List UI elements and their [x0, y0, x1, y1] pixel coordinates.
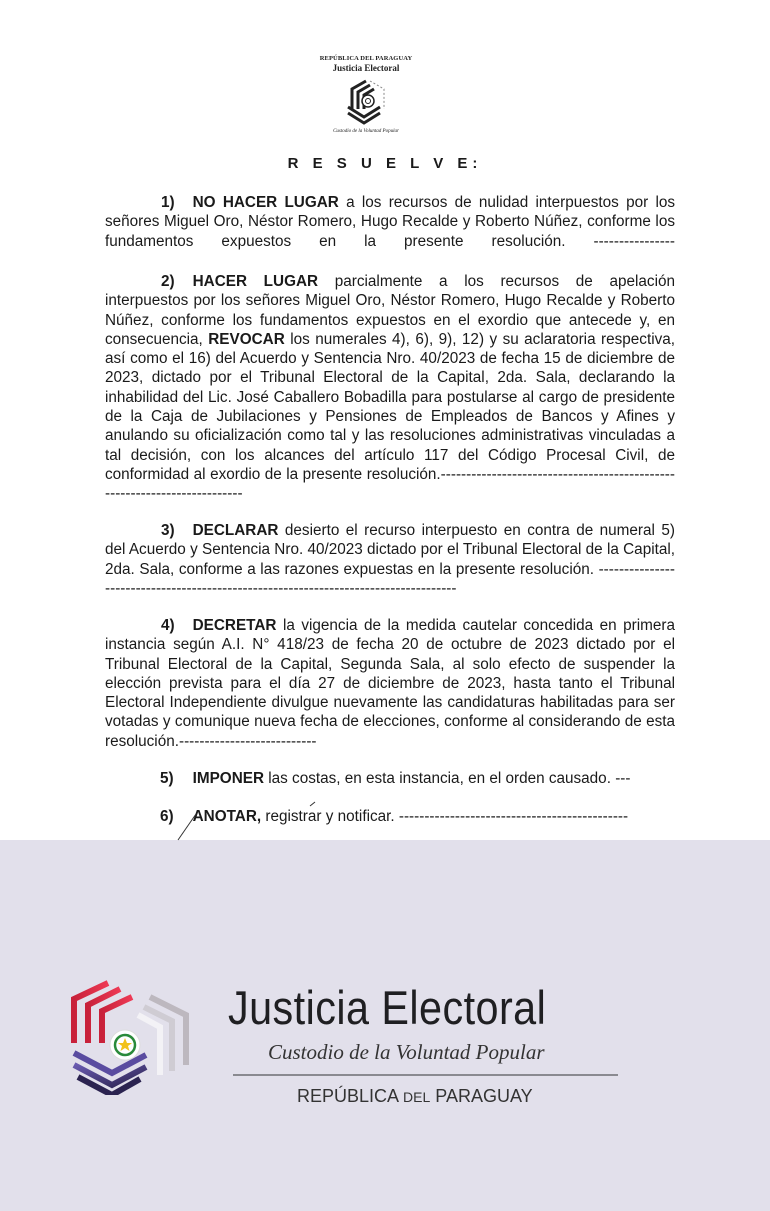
item-keyword-revocar: REVOCAR — [208, 330, 285, 348]
item-text: parcialmente a los recursos de apelación interpuestos por los señores Miguel Oro, Néstor Romero, Hugo Recalde y Roberto Núñez, conforme los fundamentos expuestos en el exordio que antecede y, en consecuencia, — [105, 273, 675, 348]
footer-country — [297, 1086, 533, 1107]
item-number: 3) — [161, 522, 175, 539]
justicia-electoral-emblem-icon — [336, 75, 396, 127]
item-text: las costas, en esta instancia, en el orden causado. --- — [264, 770, 631, 787]
footer-country-part: REPÚBLICA — [297, 1086, 404, 1106]
item-keyword: DECRETAR — [192, 617, 277, 634]
item-keyword: IMPONER — [192, 770, 264, 787]
item-keyword: NO HACER LUGAR — [192, 194, 339, 211]
item-number: 6) — [160, 808, 174, 825]
footer-country-part: DEL — [403, 1089, 431, 1105]
header-motto: Custodio de la Voluntad Popular — [333, 129, 399, 134]
footer-subtitle: Custodio de la Voluntad Popular — [268, 1040, 545, 1064]
item-keyword: HACER LUGAR — [192, 273, 319, 290]
document-header-logo — [316, 55, 416, 134]
item-number: 1) — [161, 194, 175, 211]
resolution-heading: R E S U E L V E: — [287, 155, 483, 172]
justicia-electoral-color-emblem-icon — [68, 975, 208, 1095]
item-text: desierto el recurso interpuesto en contra de numeral 5) del Acuerdo y Sentencia Nro. 40/2023 dictado por el Tribunal Electoral de la Capital, 2da. Sala, conforme a las razones expuestas en la presente resolución. ------------------------------------------------------------------------------------ — [105, 522, 675, 597]
item-number: 4) — [161, 617, 175, 634]
item-keyword: DECLARAR — [192, 522, 279, 539]
item-keyword: ANOTAR, — [192, 808, 262, 825]
item-text: los numerales 4), 6), 9), 12) y su aclaratoria respectiva, así como el 16) del Acuerdo y Sentencia Nro. 40/2023 de fecha 15 de diciembre de 2023, dictado por el Tribunal Electoral de la Capital, 2da. Sala, declarando la inhabilidad del Lic. José Caballero Bobadilla para postularse al cargo de presidente de la Caja de Jubilaciones y Pensiones de Empleados de Bancos y Afines y anulando su oficialización como tal y las resoluciones administrativas vinculadas a tal decisión, con los alcances del artículo 117 del Código Procesal Civil, de conformidad al exordio de la presente resolución.------------------------------------------------------------------------- — [105, 330, 675, 503]
resolution-item-5 — [105, 769, 675, 788]
item-text: a los recursos de nulidad interpuestos por los señores Miguel Oro, Néstor Romero, Hugo Recalde y Roberto Núñez, conforme los fundamentos expuestos en la presente resolución. ---------------- — [105, 194, 675, 250]
footer-divider — [233, 1074, 618, 1076]
item-text: la vigencia de la medida cautelar concedida en primera instancia según A.I. N° 418/23 de fecha 20 de octubre de 2023 dictado por el Tribunal Electoral de la Capital, Segunda Sala, al solo efecto de suspender la elección prevista para el día 27 de diciembre de 2023, hasta tanto el Tribunal Electoral Independiente divulgue nuevamente las candidaturas habilitadas para ser votadas y comunique nueva fecha de elecciones, conforme al considerando de esta resolución.--------------------------- — [105, 617, 675, 750]
item-number: 5) — [160, 770, 174, 787]
resolution-item-2 — [105, 272, 675, 504]
header-institution: Justicia Electoral — [332, 63, 400, 73]
header-country: REPÚBLICA DEL PARAGUAY — [319, 55, 413, 62]
footer-title: Justicia Electoral — [228, 981, 547, 1034]
footer-country-part: PARAGUAY — [430, 1086, 533, 1106]
item-number: 2) — [161, 273, 175, 290]
resolution-item-3 — [105, 521, 675, 598]
resolution-item-1 — [105, 193, 675, 251]
handwritten-mark — [170, 800, 320, 842]
item-text: registrar y notificar. --------------------------------------------- — [261, 808, 629, 825]
resolution-item-4 — [105, 616, 675, 751]
